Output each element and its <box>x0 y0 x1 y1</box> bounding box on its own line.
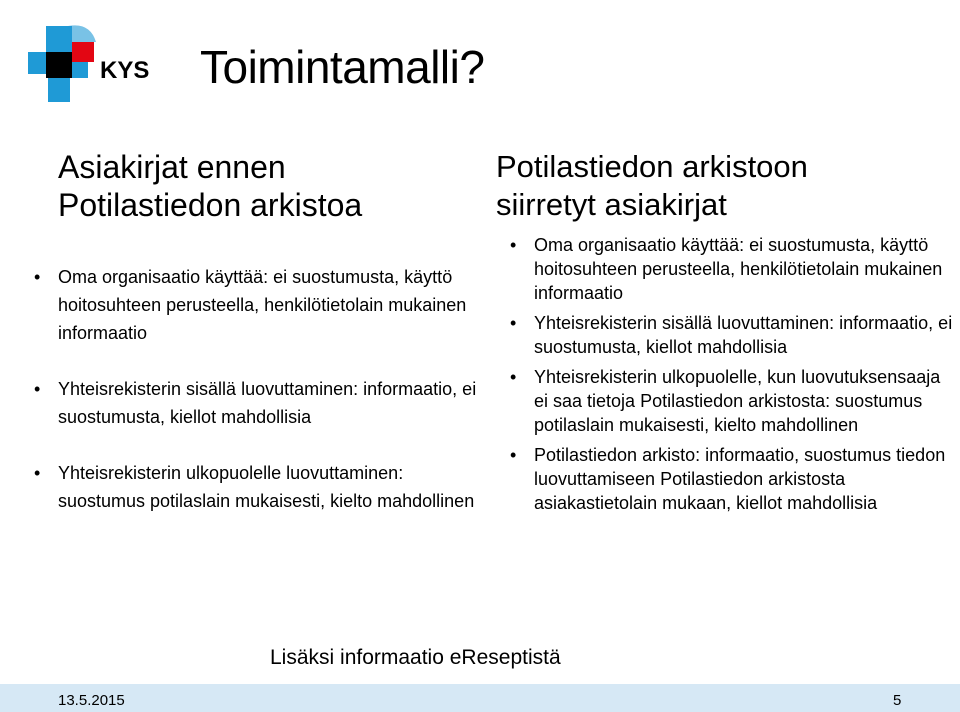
list-item <box>510 233 954 305</box>
list-item <box>34 459 478 515</box>
page-number: 5 <box>893 692 902 709</box>
bullet-icon: • <box>510 445 517 465</box>
list-item <box>510 365 954 437</box>
list-item-text: Yhteisrekisterin sisällä luovuttaminen: informaatio, ei suostumusta, kiellot mahdollisia <box>58 379 477 427</box>
list-item-text: Yhteisrekisterin sisällä luovuttaminen: informaatio, ei suostumusta, kiellot mahdollisia <box>534 313 953 357</box>
list-item-text: Potilastiedon arkisto: informaatio, suostumus tiedon luovuttamiseen Potilastiedon arkistosta asiakastietolain mukaan, kiellot mahdollisia <box>534 445 946 513</box>
list-item-text: Oma organisaatio käyttää: ei suostumusta, käyttö hoitosuhteen perusteella, henkilötietolain mukainen informaatio <box>58 267 467 343</box>
logo-text: KYS <box>100 57 150 84</box>
list-item <box>34 375 478 431</box>
footer-date: 13.5.2015 <box>58 692 125 709</box>
bullet-icon: • <box>34 379 41 399</box>
list-item-text: Yhteisrekisterin ulkopuolelle, kun luovutuksensaaja ei saa tietoja Potilastiedon arkistosta: suostumus potilaslain mukaisesti, kielto mahdollinen <box>534 367 941 435</box>
list-item-text: Yhteisrekisterin ulkopuolelle luovuttaminen: suostumus potilaslain mukaisesti, kielto mahdollinen <box>58 463 475 511</box>
left-bullet-list <box>34 263 478 543</box>
list-item <box>34 263 478 347</box>
bullet-icon: • <box>34 267 41 287</box>
right-column-heading <box>496 148 808 224</box>
cross-icon <box>28 25 96 102</box>
left-heading-line2: Potilastiedon arkistoa <box>58 187 363 223</box>
footer-bar <box>0 684 960 712</box>
bullet-icon: • <box>34 463 41 483</box>
kys-logo <box>28 20 178 120</box>
list-item-text: Oma organisaatio käyttää: ei suostumusta, käyttö hoitosuhteen perusteella, henkilötietolain mukainen informaatio <box>534 235 943 303</box>
left-column-heading <box>58 148 362 224</box>
right-heading-line1: Potilastiedon arkistoon <box>496 149 808 184</box>
list-item <box>510 443 954 515</box>
left-heading-line1: Asiakirjat ennen <box>58 149 286 185</box>
slide-title: Toimintamalli? <box>200 41 485 93</box>
bullet-icon: • <box>510 367 517 387</box>
bullet-icon: • <box>510 313 517 333</box>
extra-note: Lisäksi informaatio eReseptistä <box>270 646 561 669</box>
right-bullet-list <box>510 233 954 521</box>
list-item <box>510 311 954 359</box>
bullet-icon: • <box>510 235 517 255</box>
right-heading-line2: siirretyt asiakirjat <box>496 187 727 222</box>
